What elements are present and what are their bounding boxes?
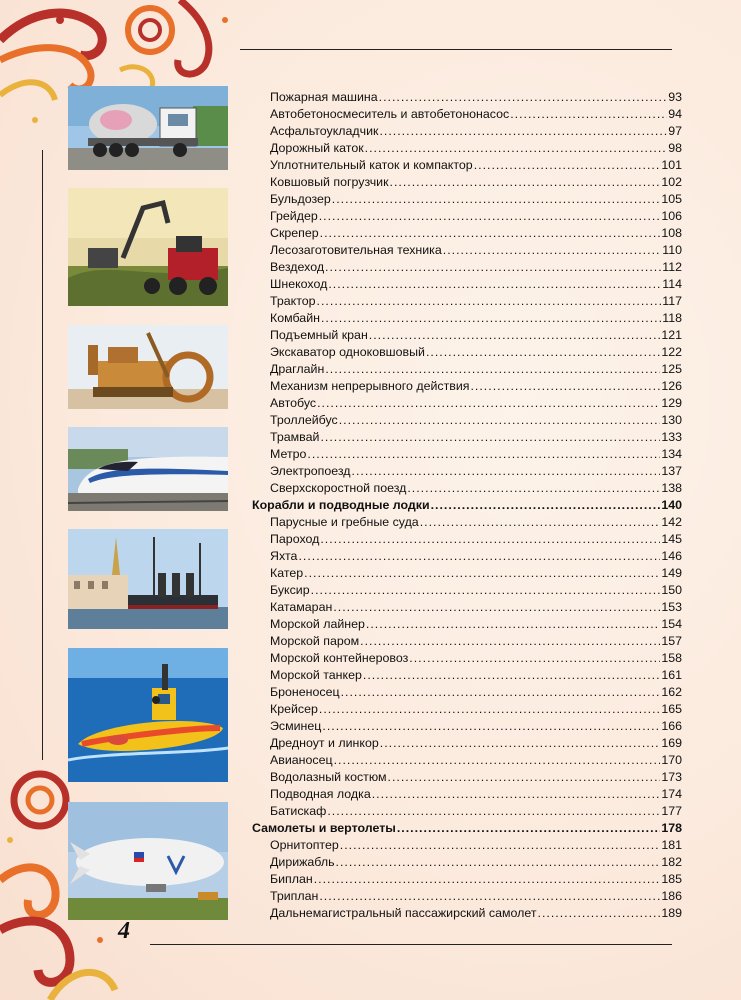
toc-leader-dots — [314, 871, 661, 888]
toc-entry-page: 154 — [661, 617, 682, 631]
toc-leader-dots — [325, 259, 661, 276]
toc-entry[interactable] — [252, 123, 682, 140]
toc-entry[interactable] — [252, 837, 682, 854]
yellow-submarine-boat-photo — [68, 648, 228, 782]
toc-leader-dots — [320, 225, 661, 242]
toc-leader-dots — [328, 276, 661, 293]
toc-leader-dots — [333, 599, 660, 616]
toc-leader-dots — [304, 565, 660, 582]
toc-entry-page: 150 — [661, 583, 682, 597]
toc-entry-page: 158 — [661, 651, 682, 665]
toc-entry-page: 101 — [661, 158, 682, 172]
toc-leader-dots — [407, 480, 660, 497]
toc-entry[interactable] — [252, 633, 682, 650]
bottom-rule — [150, 944, 672, 945]
toc-entry-page: 94 — [668, 107, 682, 121]
toc-entry-title: Метро — [270, 447, 307, 461]
toc-entry-title: Драглайн — [270, 362, 325, 376]
toc-entry-page: 102 — [661, 175, 682, 189]
toc-entry[interactable] — [252, 89, 682, 106]
toc-entry-page: 105 — [661, 192, 682, 206]
toc-entry-title: Комбайн — [270, 311, 320, 325]
toc-entry-title: Буксир — [270, 583, 310, 597]
toc-leader-dots — [332, 191, 661, 208]
toc-entry-page: 98 — [668, 141, 682, 155]
toc-leader-dots — [474, 157, 661, 174]
toc-leader-dots — [420, 514, 661, 531]
toc-entry-title: Электропоезд — [270, 464, 351, 478]
toc-entry[interactable] — [252, 650, 682, 667]
toc-leader-dots — [336, 854, 661, 871]
toc-leader-dots — [388, 769, 661, 786]
toc-section-entry[interactable] — [252, 497, 682, 514]
toc-entry-title: Трактор — [270, 294, 316, 308]
toc-entry-page: 121 — [661, 328, 682, 342]
toc-entry-page: 110 — [662, 243, 682, 257]
toc-entry-page: 140 — [661, 498, 682, 512]
toc-entry-title: Катер — [270, 566, 304, 580]
toc-entry-title: Трамвай — [270, 430, 320, 444]
toc-entry[interactable] — [252, 157, 682, 174]
toc-leader-dots — [363, 667, 660, 684]
toc-entry[interactable] — [252, 276, 682, 293]
toc-entry-page: 134 — [661, 447, 682, 461]
toc-entry-title: Подводная лодка — [270, 787, 371, 801]
toc-entry-title: Экскаватор одноковшовый — [270, 345, 425, 359]
toc-leader-dots — [320, 531, 660, 548]
toc-leader-dots — [340, 837, 661, 854]
toc-entry-page: 170 — [661, 753, 682, 767]
toc-leader-dots — [379, 89, 668, 106]
toc-entry-title: Механизм непрерывного действия — [270, 379, 470, 393]
airship-photo — [68, 802, 228, 920]
toc-entry[interactable] — [252, 463, 682, 480]
toc-entry-title: Пожарная машина — [270, 90, 378, 104]
toc-entry[interactable] — [252, 242, 682, 259]
toc-entry-title: Эсминец — [270, 719, 322, 733]
toc-entry-title: Корабли и подводные лодки — [252, 498, 430, 512]
toc-leader-dots — [317, 293, 662, 310]
toc-entry-page: 169 — [661, 736, 682, 750]
toc-entry[interactable] — [252, 310, 682, 327]
toc-entry[interactable] — [252, 667, 682, 684]
top-rule — [240, 49, 672, 50]
toc-entry[interactable] — [252, 429, 682, 446]
toc-section-entry[interactable] — [252, 820, 682, 837]
toc-entry-title: Биплан — [270, 872, 313, 886]
toc-leader-dots — [470, 378, 660, 395]
forestry-harvester-photo — [68, 188, 228, 306]
toc-entry-title: Авианосец — [270, 753, 333, 767]
toc-leader-dots — [538, 905, 661, 922]
toc-entry-title: Дальнемагистральный пассажирский самолет — [270, 906, 537, 920]
toc-entry-title: Уплотнительный каток и компактор — [270, 158, 473, 172]
toc-entry[interactable] — [252, 582, 682, 599]
toc-entry-title: Асфальтоукладчик — [270, 124, 379, 138]
toc-entry-title: Орнитоптер — [270, 838, 339, 852]
toc-leader-dots — [327, 803, 660, 820]
toc-entry-page: 108 — [661, 226, 682, 240]
toc-entry[interactable] — [252, 752, 682, 769]
toc-entry-page: 126 — [661, 379, 682, 393]
toc-entry-title: Триплан — [270, 889, 319, 903]
toc-entry-title: Лесозаготовительная техника — [270, 243, 442, 257]
toc-entry[interactable] — [252, 565, 682, 582]
toc-entry-page: 145 — [661, 532, 682, 546]
toc-entry-page: 182 — [661, 855, 682, 869]
toc-entry[interactable] — [252, 905, 682, 922]
toc-entry-page: 122 — [661, 345, 682, 359]
toc-leader-dots — [390, 174, 661, 191]
toc-entry-title: Морской паром — [270, 634, 360, 648]
toc-entry[interactable] — [252, 191, 682, 208]
toc-entry[interactable] — [252, 395, 682, 412]
toc-entry-page: 133 — [661, 430, 682, 444]
toc-entry[interactable] — [252, 548, 682, 565]
toc-entry-title: Дирижабль — [270, 855, 335, 869]
toc-entry-page: 118 — [662, 311, 682, 325]
toc-entry-title: Грейдер — [270, 209, 318, 223]
toc-entry[interactable] — [252, 327, 682, 344]
toc-entry[interactable] — [252, 208, 682, 225]
toc-leader-dots — [365, 140, 668, 157]
toc-leader-dots — [352, 463, 661, 480]
toc-entry[interactable] — [252, 786, 682, 803]
toc-entry-title: Автобетоносмеситель и автобетононасос — [270, 107, 510, 121]
toc-entry-title: Автобус — [270, 396, 317, 410]
toc-entry-title: Ковшовый погрузчик — [270, 175, 389, 189]
toc-entry-page: 174 — [661, 787, 682, 801]
toc-entry-page: 117 — [662, 294, 682, 308]
toc-leader-dots — [366, 616, 660, 633]
toc-entry[interactable] — [252, 344, 682, 361]
toc-entry-page: 129 — [661, 396, 682, 410]
toc-entry-page: 186 — [661, 889, 682, 903]
toc-entry-title: Крейсер — [270, 702, 318, 716]
toc-entry[interactable] — [252, 106, 682, 123]
toc-entry-page: 138 — [661, 481, 682, 495]
toc-leader-dots — [341, 684, 661, 701]
toc-entry[interactable] — [252, 599, 682, 616]
trencher-machine-photo — [68, 325, 228, 409]
toc-entry-page: 114 — [662, 277, 682, 291]
toc-leader-dots — [409, 650, 660, 667]
toc-leader-dots — [307, 446, 660, 463]
toc-leader-dots — [372, 786, 661, 803]
toc-entry-title: Яхта — [270, 549, 298, 563]
toc-entry-page: 161 — [661, 668, 682, 682]
toc-leader-dots — [322, 718, 660, 735]
toc-entry-title: Пароход — [270, 532, 320, 546]
toc-leader-dots — [443, 242, 661, 259]
toc-leader-dots — [369, 327, 661, 344]
toc-leader-dots — [339, 412, 661, 429]
toc-entry-page: 106 — [661, 209, 682, 223]
toc-entry[interactable] — [252, 769, 682, 786]
toc-entry-title: Скрепер — [270, 226, 319, 240]
toc-entry[interactable] — [252, 174, 682, 191]
toc-entry-page: 137 — [661, 464, 682, 478]
toc-entry-title: Дредноут и линкор — [270, 736, 379, 750]
toc-entry-page: 162 — [661, 685, 682, 699]
toc-entry-page: 157 — [661, 634, 682, 648]
toc-entry-title: Вездеход — [270, 260, 325, 274]
toc-entry-title: Подъемный кран — [270, 328, 368, 342]
toc-entry-page: 165 — [661, 702, 682, 716]
toc-entry-page: 142 — [661, 515, 682, 529]
toc-leader-dots — [325, 361, 660, 378]
toc-entry-page: 178 — [661, 821, 682, 835]
toc-entry[interactable] — [252, 888, 682, 905]
page-number: 4 — [118, 918, 130, 944]
toc-entry-page: 130 — [661, 413, 682, 427]
toc-leader-dots — [334, 752, 661, 769]
toc-leader-dots — [380, 735, 661, 752]
toc-entry-page: 93 — [668, 90, 682, 104]
toc-entry-title: Троллейбус — [270, 413, 338, 427]
toc-leader-dots — [317, 395, 660, 412]
toc-leader-dots — [311, 582, 661, 599]
toc-entry-page: 125 — [661, 362, 682, 376]
toc-leader-dots — [321, 310, 661, 327]
toc-entry-title: Парусные и гребные суда — [270, 515, 419, 529]
toc-entry-page: 146 — [661, 549, 682, 563]
toc-entry-page: 177 — [661, 804, 682, 818]
table-of-contents — [252, 89, 682, 922]
toc-entry[interactable] — [252, 871, 682, 888]
toc-entry-title: Сверхскоростной поезд — [270, 481, 407, 495]
toc-entry[interactable] — [252, 446, 682, 463]
toc-entry-title: Морской лайнер — [270, 617, 365, 631]
high-speed-train-photo — [68, 427, 228, 511]
toc-leader-dots — [431, 497, 661, 514]
toc-leader-dots — [426, 344, 660, 361]
toc-entry[interactable] — [252, 718, 682, 735]
toc-entry[interactable] — [252, 225, 682, 242]
toc-entry-title: Морской танкер — [270, 668, 362, 682]
toc-entry[interactable] — [252, 293, 682, 310]
toc-entry-page: 153 — [661, 600, 682, 614]
toc-entry[interactable] — [252, 684, 682, 701]
toc-entry[interactable] — [252, 531, 682, 548]
toc-entry-page: 166 — [661, 719, 682, 733]
toc-entry-page: 189 — [661, 906, 682, 920]
toc-entry-title: Шнекоход — [270, 277, 328, 291]
toc-leader-dots — [319, 888, 660, 905]
toc-leader-dots — [360, 633, 660, 650]
toc-entry[interactable] — [252, 480, 682, 497]
toc-entry-title: Бульдозер — [270, 192, 331, 206]
toc-entry[interactable] — [252, 701, 682, 718]
toc-leader-dots — [397, 820, 660, 837]
toc-entry-title: Самолеты и вертолеты — [252, 821, 396, 835]
toc-entry-page: 112 — [662, 260, 682, 274]
toc-entry[interactable] — [252, 854, 682, 871]
toc-entry-title: Броненосец — [270, 685, 340, 699]
toc-entry[interactable] — [252, 412, 682, 429]
toc-entry-title: Катамаран — [270, 600, 333, 614]
toc-entry[interactable] — [252, 616, 682, 633]
toc-entry[interactable] — [252, 514, 682, 531]
toc-entry-title: Морской контейнеровоз — [270, 651, 409, 665]
cruiser-aurora-photo — [68, 529, 228, 629]
toc-leader-dots — [298, 548, 660, 565]
toc-entry-page: 173 — [661, 770, 682, 784]
toc-entry[interactable] — [252, 140, 682, 157]
toc-leader-dots — [319, 208, 661, 225]
toc-entry-page: 149 — [661, 566, 682, 580]
toc-entry-page: 181 — [661, 838, 682, 852]
toc-entry[interactable] — [252, 803, 682, 820]
toc-leader-dots — [319, 701, 660, 718]
toc-entry-page: 185 — [661, 872, 682, 886]
toc-entry-title: Батискаф — [270, 804, 327, 818]
toc-entry[interactable] — [252, 361, 682, 378]
toc-leader-dots — [510, 106, 667, 123]
concrete-mixer-truck-photo — [68, 86, 228, 170]
left-vertical-rule — [42, 150, 43, 760]
toc-entry-page: 97 — [668, 124, 682, 138]
toc-entry[interactable] — [252, 735, 682, 752]
toc-entry[interactable] — [252, 259, 682, 276]
toc-entry[interactable] — [252, 378, 682, 395]
toc-entry-title: Дорожный каток — [270, 141, 364, 155]
toc-leader-dots — [320, 429, 660, 446]
toc-leader-dots — [379, 123, 667, 140]
toc-entry-title: Водолазный костюм — [270, 770, 387, 784]
